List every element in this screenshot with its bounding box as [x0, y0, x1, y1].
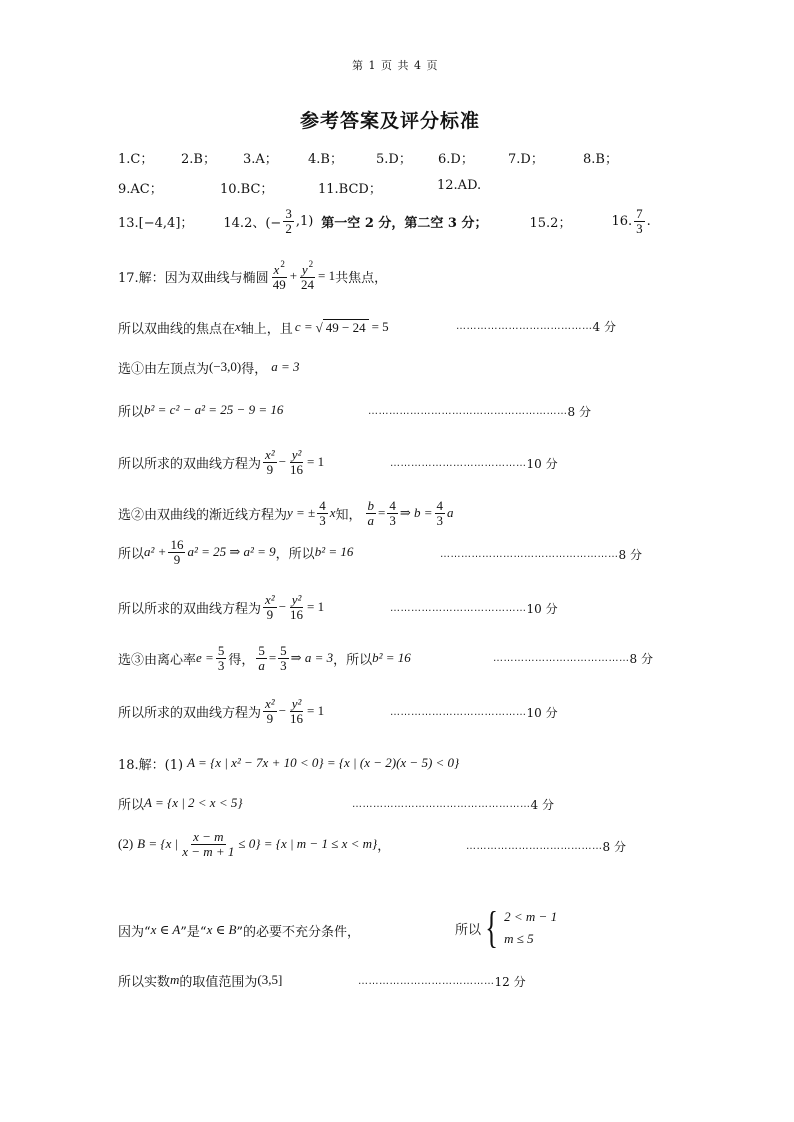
- q18-set-a-result: A = {x | 2 < x < 5}: [144, 795, 243, 810]
- opt2-text-b: 知，: [335, 507, 362, 523]
- p3-quote-a: 因为“: [118, 924, 151, 940]
- opt3-num: 5: [217, 642, 225, 658]
- opt3-so: ，所以: [333, 652, 373, 668]
- score-8-q18: [466, 838, 626, 855]
- score-8-opt2: [440, 546, 642, 563]
- p3-text-c: ”的必要不充分条件，: [236, 924, 361, 940]
- q18-so: 所以: [118, 797, 145, 813]
- answer-13: 13.[−4,4]；: [118, 215, 194, 231]
- answer-7: 7.D；: [508, 152, 544, 167]
- answer-14-suffix: ,1): [295, 213, 314, 229]
- eq-label: 所以所求的双曲线方程为: [118, 705, 262, 721]
- score-dots: ……………………………………………: [352, 799, 531, 810]
- answer-12: 12.AD.: [437, 178, 482, 193]
- fraction-numerator: 7: [636, 205, 643, 221]
- score-dots: …………………………………: [358, 976, 495, 987]
- q17-b2-line: [118, 400, 283, 420]
- p3-quote-b: ”是“: [180, 924, 207, 940]
- opt1-eq: a = 3: [271, 359, 300, 374]
- score-10-opt1: [390, 455, 558, 472]
- answer-3: 3.A；: [243, 152, 278, 167]
- eq-label: 所以所求的双曲线方程为: [118, 456, 262, 472]
- opt2-den: 3: [319, 512, 326, 528]
- answer-4: 4.B；: [308, 152, 343, 167]
- q18-part2-label: (2): [118, 836, 134, 851]
- q17-option3: [118, 639, 411, 677]
- answer-14-note: 第一空 2 分，第二空 3 分；: [321, 215, 488, 231]
- hy-num: y²: [291, 446, 302, 462]
- answer-10: 10.BC；: [220, 182, 274, 197]
- q18-b-den: x − m + 1: [182, 843, 235, 859]
- b2-text: 所以: [118, 404, 145, 420]
- page-number: 第 1 页 共 4 页: [352, 59, 439, 72]
- hx-den: 9: [266, 710, 274, 726]
- p4-m: m: [170, 972, 180, 987]
- brace-icon: {: [485, 903, 498, 952]
- score-12-q18: [358, 973, 526, 990]
- score-8-opt1: [368, 403, 591, 420]
- score-dots: …………………………………: [390, 707, 527, 718]
- answer-6: 6.D；: [438, 152, 474, 167]
- opt3-f2-den: 3: [280, 657, 287, 673]
- ba-impl: ⇒ b =: [399, 505, 433, 520]
- q18-part2: [118, 824, 390, 864]
- ellipse-x-term: $\frac{x^2}{49}$: [272, 259, 286, 292]
- q18-label: 18.解：(1): [118, 757, 184, 773]
- score-label: 8 分: [629, 652, 653, 666]
- score-dots: ……………………………………………: [440, 549, 619, 560]
- opt3-f2-num: 5: [280, 642, 287, 658]
- opt3-text-b: 得，: [228, 652, 255, 668]
- hx-num: x²: [265, 695, 275, 711]
- ba-num: b: [367, 497, 374, 513]
- eq-label: 所以所求的双曲线方程为: [118, 601, 262, 617]
- q17-option2: [118, 494, 454, 532]
- opt2-text: 选②由双曲线的渐近线方程为: [118, 507, 288, 523]
- fill-answers: [118, 203, 651, 239]
- ba-f-num: 4: [436, 497, 444, 513]
- q17-intro-text: 17.解：因为双曲线与椭圆: [118, 270, 269, 286]
- opt2-x: x: [329, 505, 336, 520]
- answer-8: 8.B；: [583, 152, 618, 167]
- score-label: 8 分: [618, 548, 642, 562]
- score-10-opt3: [390, 704, 558, 721]
- hy-den: 16: [290, 461, 304, 477]
- b2-equation: b² = c² − a² = 25 − 9 = 16: [144, 402, 284, 417]
- system-line-2: m ≤ 5: [504, 931, 534, 946]
- q18-part1-result: [118, 793, 243, 813]
- ba-den: a: [367, 512, 374, 528]
- fraction-numerator: 3: [285, 205, 292, 221]
- opt2-16-den: 9: [173, 551, 181, 567]
- score-label: 10 分: [526, 602, 558, 616]
- opt2-num: 4: [319, 497, 326, 513]
- sqrt-radicand: 49 − 24: [323, 319, 369, 336]
- q18-comma: ，: [377, 838, 391, 854]
- hx-num: x²: [265, 446, 275, 462]
- opt2-y: y = ±: [287, 505, 316, 520]
- opt2-tail: a² = 25 ⇒ a² = 9: [187, 544, 276, 559]
- score-label: 10 分: [526, 706, 558, 720]
- score-label: 8 分: [602, 840, 626, 854]
- q17-option1: [118, 357, 300, 377]
- q17-intro: 17.解：因为双曲线与椭圆 $\frac{x^2}{49}$ + $\frac{y^2}{24}$ = 1 共焦点，: [118, 259, 388, 292]
- score-10-opt2: [390, 600, 558, 617]
- ba-a: a: [447, 505, 454, 520]
- hy-den: 16: [290, 710, 304, 726]
- opt3-den: 3: [217, 657, 225, 673]
- system-line-1: 2 < m − 1: [504, 908, 558, 924]
- hy-den: 16: [290, 606, 304, 622]
- ba-eq: =: [378, 505, 386, 520]
- h-eq: = 1: [307, 599, 325, 614]
- answer-16-fraction: [634, 207, 645, 235]
- answer-5: 5.D；: [376, 152, 412, 167]
- hx-den: 9: [266, 461, 274, 477]
- q18-part1: [118, 753, 459, 773]
- ellipse-y-term: $\frac{y^2}{24}$: [301, 259, 315, 292]
- q17-intro-end: 共焦点，: [335, 270, 388, 286]
- score-label: 12 分: [494, 975, 526, 989]
- q18-system: [455, 902, 557, 954]
- score-4-q18: [352, 796, 554, 813]
- opt1-point: (−3,0): [209, 359, 242, 374]
- score-8-opt3: [493, 650, 653, 667]
- score-label: 8 分: [567, 405, 591, 419]
- page-title: 参考答案及评分标准: [300, 110, 481, 132]
- p3-xa: x ∈ A: [150, 922, 181, 937]
- h-eq: = 1: [307, 703, 325, 718]
- answer-16-prefix: 16.: [611, 213, 633, 229]
- answer-2: 2.B；: [181, 152, 216, 167]
- score-dots: …………………………………: [466, 841, 603, 852]
- system-so: 所以: [455, 922, 482, 938]
- ellipse-eq: = 1: [318, 268, 336, 283]
- q17-hyperbola-eq-3: 所以所求的双曲线方程为 $\frac{\text{x²}}{9}$ − $\frac{\text{y²}}{16}$ = 1: [118, 695, 325, 726]
- p4-range: (3,5]: [257, 972, 283, 987]
- opt3-b2: b² = 16: [372, 650, 411, 665]
- opt2-a2: a² +: [144, 544, 167, 559]
- opt3-text: 选③由离心率: [118, 652, 197, 668]
- answer-14-prefix: 14.2、(−: [223, 215, 282, 231]
- ellipse-y-den: 24: [301, 277, 315, 292]
- opt3-f-num: 5: [258, 642, 265, 658]
- hy-num: y²: [291, 591, 302, 607]
- q17-hyperbola-eq-2: 所以所求的双曲线方程为 $\frac{\text{x²}}{9}$ − $\frac{\text{y²}}{16}$ = 1: [118, 591, 325, 622]
- fraction-denominator: 3: [636, 220, 643, 236]
- focus-c: c =: [294, 319, 313, 334]
- opt3-f-eq: =: [268, 650, 277, 665]
- answer-1: 1.C；: [118, 152, 154, 167]
- var-y: y: [301, 262, 308, 278]
- opt2-so-b: ，所以: [275, 546, 315, 562]
- q18-part3: [118, 920, 360, 940]
- p4-text-a: 所以实数: [118, 974, 171, 990]
- opt2-16-num: 16: [170, 536, 184, 552]
- answer-15: 15.2；: [529, 215, 572, 231]
- q18-set-b: B = {x |: [137, 836, 179, 851]
- answer-11: 11.BCD；: [318, 182, 382, 197]
- hx-num: x²: [265, 591, 275, 607]
- score-dots: …………………………………: [390, 458, 527, 469]
- hy-num: y²: [291, 695, 302, 711]
- sqrt-expression: √ 49 − 24: [316, 319, 369, 336]
- q17-hyperbola-eq-1: 所以所求的双曲线方程为 $\frac{\text{x²}}{9}$ − $\frac{\text{y²}}{16}$ = 1: [118, 446, 325, 477]
- q18-part4: [118, 970, 282, 990]
- score-label: 10 分: [526, 457, 558, 471]
- opt2-so: 所以: [118, 546, 145, 562]
- q18-b-num: x − m: [193, 828, 224, 844]
- p3-xb: x ∈ B: [206, 922, 237, 937]
- opt2-b2: b² = 16: [314, 544, 354, 559]
- focus-text-a: 所以双曲线的焦点在: [118, 321, 236, 337]
- var-x: x: [273, 262, 280, 278]
- q17-focus-line: [118, 316, 389, 338]
- opt1-text: 选①由左顶点为: [118, 361, 210, 377]
- opt3-f-den: a: [258, 657, 265, 673]
- p4-text-b: 的取值范围为: [179, 974, 258, 990]
- score-dots: …………………………………: [456, 321, 593, 332]
- score-label: 4 分: [530, 798, 554, 812]
- answer-14-fraction: [283, 207, 294, 235]
- score-label: 4 分: [592, 320, 616, 334]
- q18-set-b-rest: ≤ 0} = {x | m − 1 ≤ x < m}: [238, 836, 378, 851]
- score-4-q17: [456, 318, 616, 335]
- focus-result: = 5: [371, 319, 389, 334]
- hx-den: 9: [266, 606, 274, 622]
- fraction-denominator: 2: [285, 220, 292, 236]
- ba-r-den: 3: [389, 512, 396, 528]
- opt3-e: e =: [196, 650, 214, 665]
- opt1-text-b: 得，: [241, 361, 268, 377]
- ba-r-num: 4: [389, 497, 396, 513]
- score-dots: …………………………………………………: [368, 406, 568, 417]
- ba-f-den: 3: [436, 512, 444, 528]
- q18-set-a: A = {x | x² − 7x + 10 < 0} = {x | (x − 2)(x − 5) < 0}: [187, 755, 460, 770]
- focus-var-x: x: [235, 319, 241, 334]
- score-dots: …………………………………: [493, 653, 630, 664]
- answer-9: 9.AC；: [118, 182, 163, 197]
- score-dots: …………………………………: [390, 603, 527, 614]
- opt3-impl: ⇒ a = 3: [290, 650, 334, 665]
- ellipse-x-den: 49: [272, 277, 286, 292]
- h-eq: = 1: [307, 454, 325, 469]
- focus-text-b: 轴上，且: [240, 321, 293, 337]
- answer-16-suffix: .: [646, 213, 651, 229]
- q17-option2-calc: [118, 533, 353, 571]
